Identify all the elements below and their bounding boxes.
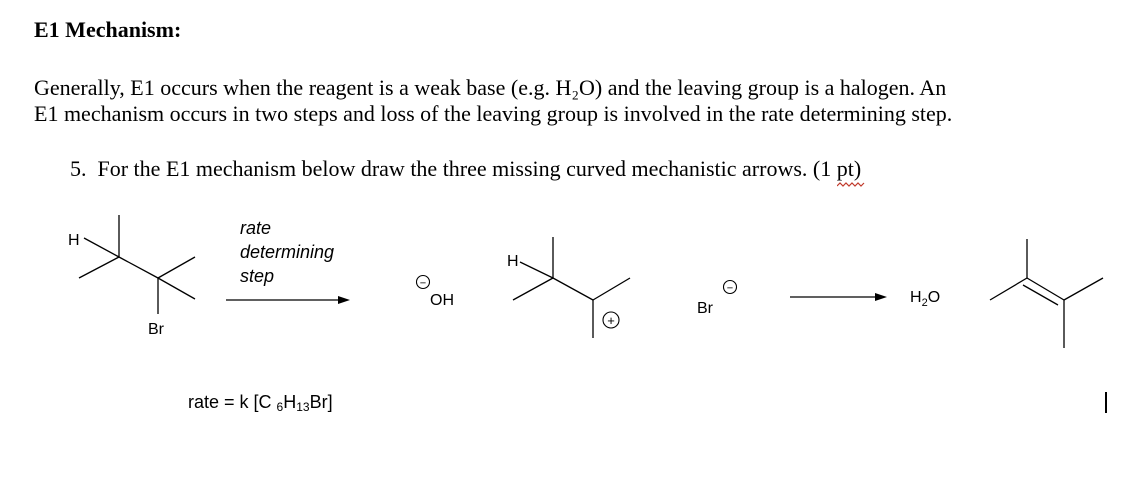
step-label-rate: rate (240, 218, 272, 238)
alkene-structure (990, 239, 1103, 348)
minus-sign: − (419, 277, 427, 290)
plus-sign: + (607, 313, 615, 328)
question-text: For the E1 mechanism below draw the three missing curved mechanistic arrows. (1 (97, 156, 837, 181)
intro-paragraph (34, 75, 1104, 127)
reactant-h-label: H (68, 232, 80, 249)
reactant-structure (79, 215, 195, 314)
step-label-step: step (240, 266, 275, 286)
spellcheck-word: pt (837, 156, 854, 182)
svg-text:H2O: $H_2O$ (910, 289, 941, 309)
hydroxide-charge (417, 276, 430, 290)
section-heading: E1 Mechanism: (34, 17, 182, 42)
hydroxide-label: OH (430, 292, 454, 309)
spellcheck-squiggle-icon (837, 182, 865, 188)
bromide-label: Br (697, 300, 713, 317)
reactant-br-label: Br (148, 321, 164, 338)
paragraph-line-1: Generally, E1 occurs when the reagent is a weak base (e.g. H₂O) and the leaving group is a halogen. An (34, 75, 947, 100)
reaction-arrow-1 (226, 296, 350, 304)
minus-sign: − (726, 282, 734, 295)
e1-mechanism-scheme (0, 190, 1128, 440)
carbocation-h-label: H (507, 253, 519, 270)
text-cursor (1105, 392, 1107, 413)
carbocation-charge (603, 312, 619, 328)
step-label-determining: determining (240, 242, 335, 262)
paragraph-line-2: E1 mechanism occurs in two steps and loss of the leaving group is involved in the rate determining step. (34, 101, 953, 126)
reaction-arrow-2 (790, 293, 887, 301)
question-number: 5. (70, 156, 87, 181)
rate-law: rate = k [C $_6H_{13}Br$] (188, 392, 333, 414)
question-text-end: ) (853, 156, 862, 181)
question-5 (70, 156, 861, 182)
water-label (910, 289, 940, 309)
bromide-charge (724, 281, 737, 295)
